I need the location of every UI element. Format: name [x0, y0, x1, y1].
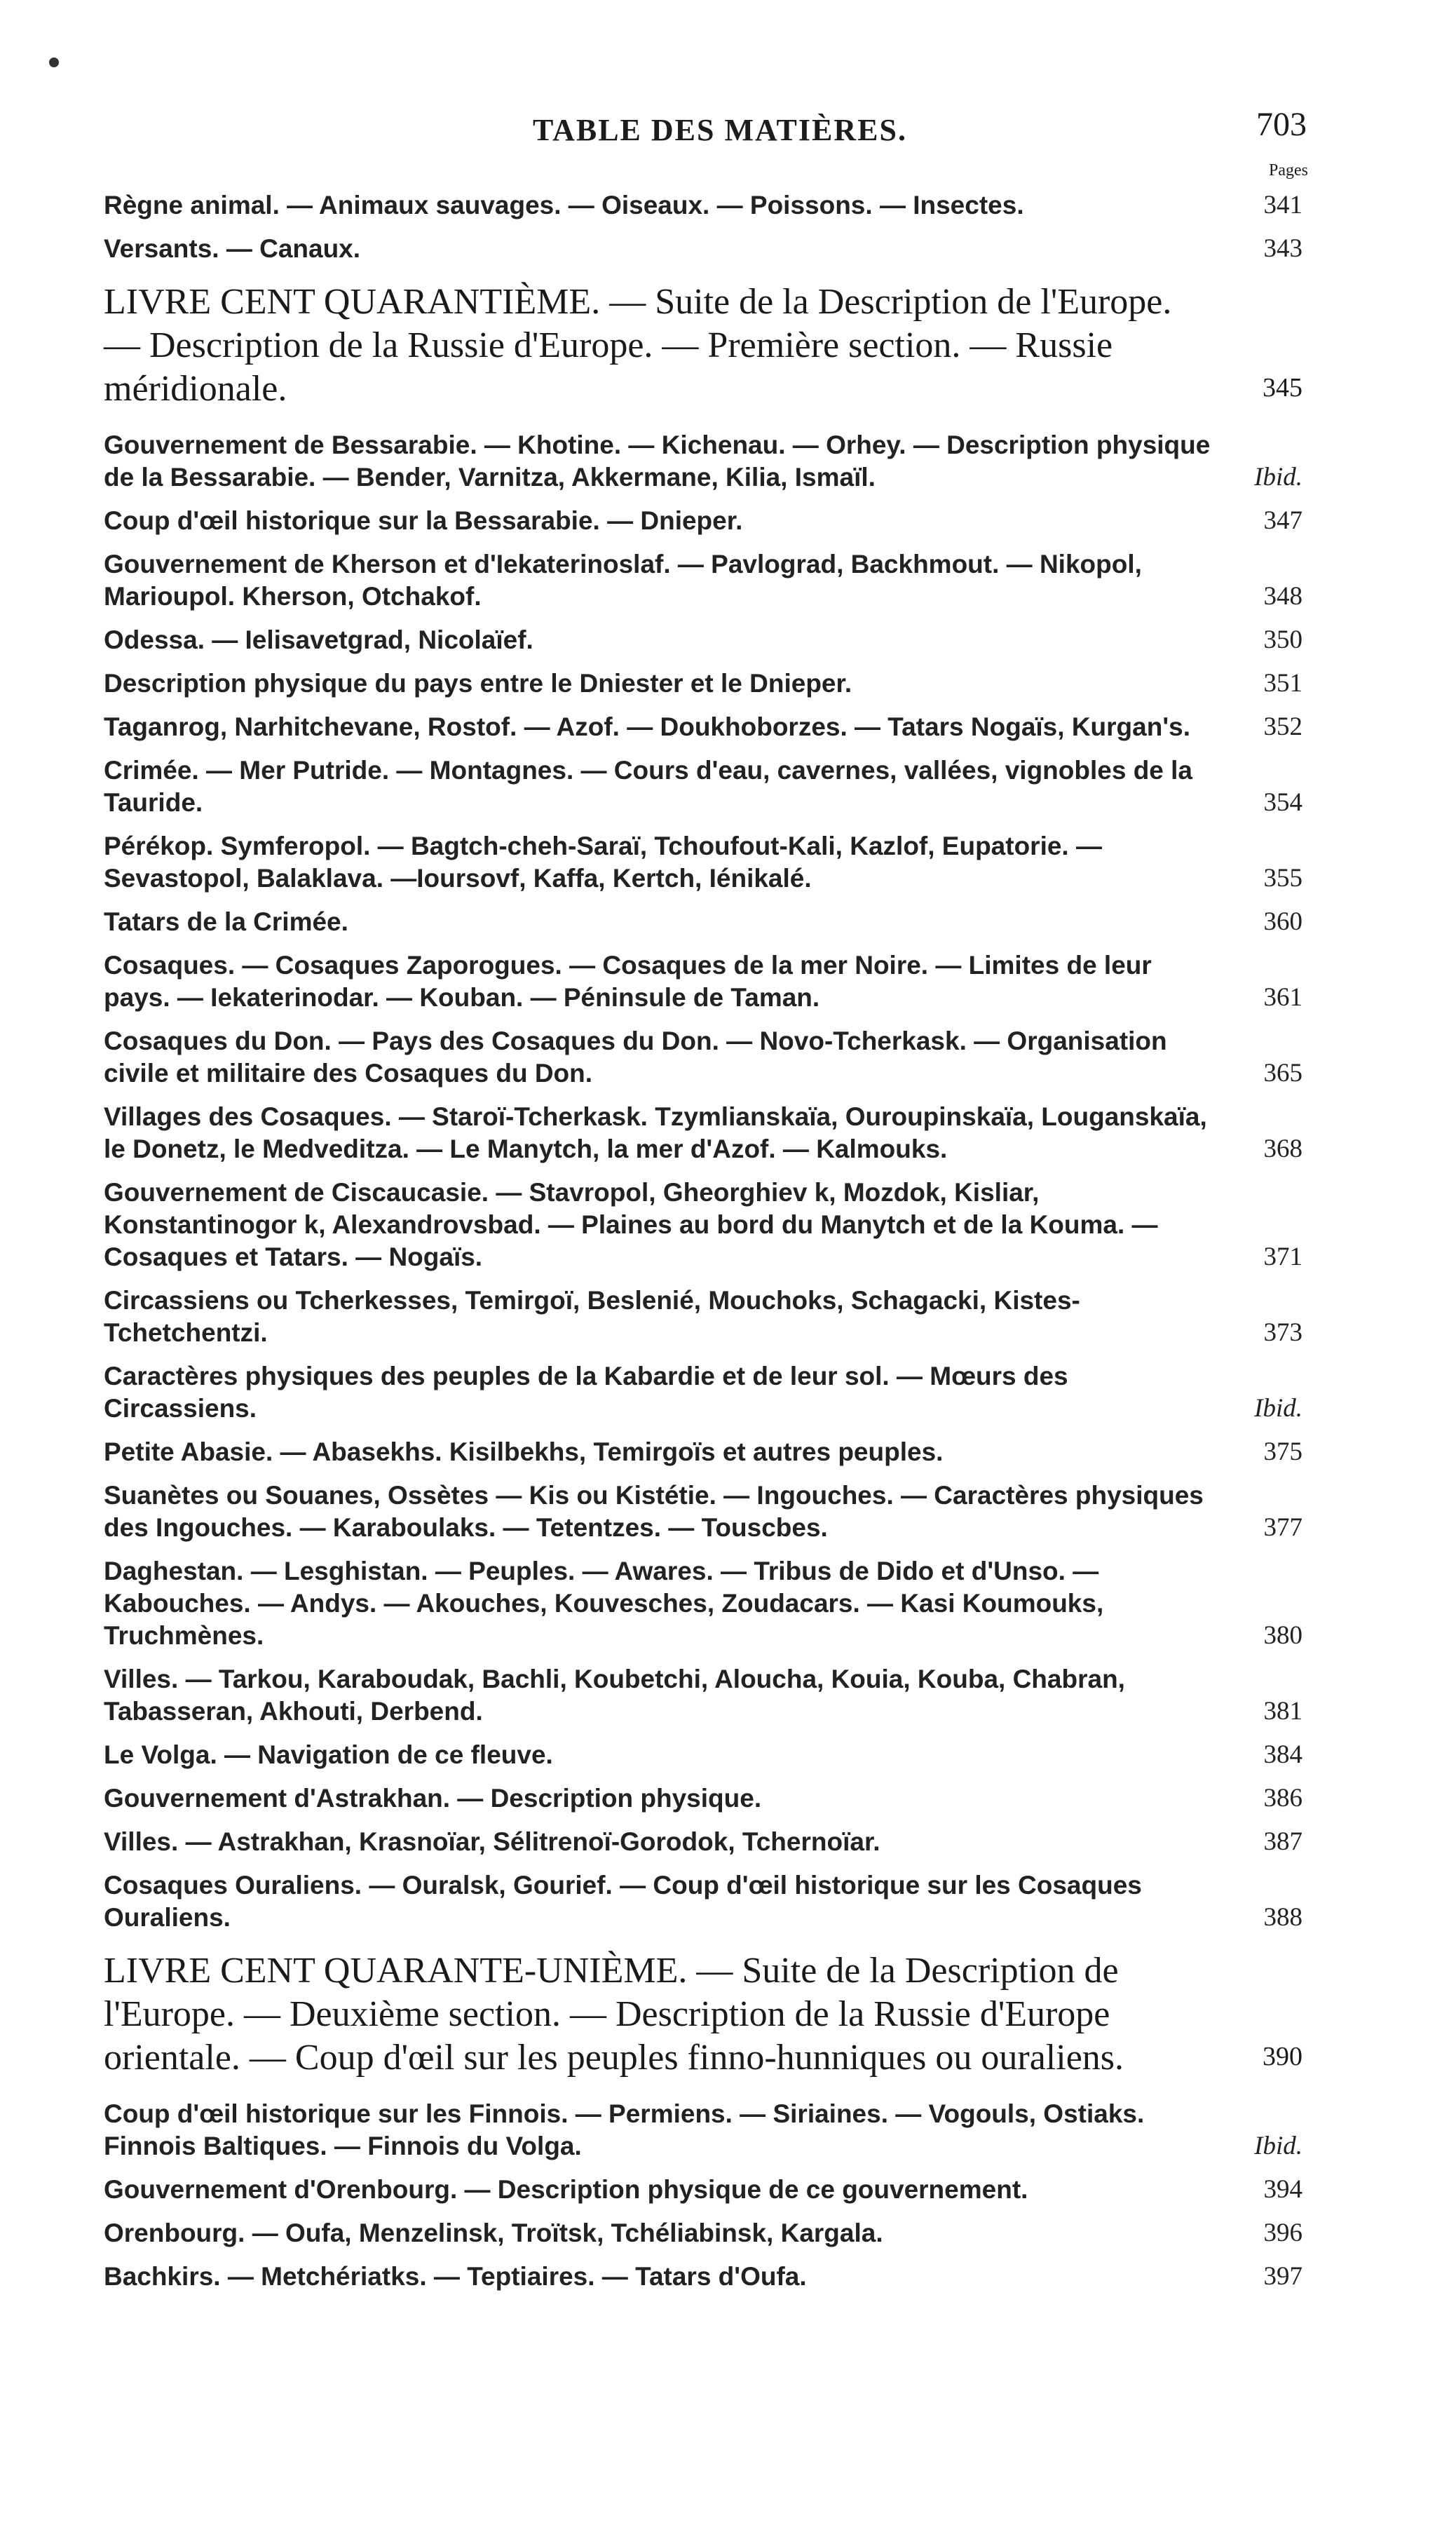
- toc-entry-text: Petite Abasie. — Abasekhs. Kisilbekhs, Temirgoïs et autres peuples.: [104, 1437, 944, 1466]
- toc-entry: [104, 548, 1302, 613]
- toc-entry-text: Suanètes ou Souanes, Ossètes — Kis ou Kistétie. — Ingouches. — Caractères physiques des Ingouches. — Karaboulaks. — Tetentzes. — Touscbes.: [104, 1481, 1204, 1542]
- toc-entry-text: Cosaques. — Cosaques Zaporogues. — Cosaques de la mer Noire. — Limites de leur pays. — Iekaterinodar. — Kouban. — Péninsule de Taman.: [104, 951, 1152, 1012]
- toc-entry: [104, 1663, 1302, 1728]
- toc-entry-text: Gouvernement de Ciscaucasie. — Stavropol, Gheorghiev k, Mozdok, Kisliar, Konstantinogor k, Alexandrovsbad. — Plaines au bord du Manytch et de la Kouma. — Cosaques et Tatars. — Nogaïs.: [104, 1178, 1158, 1271]
- table-of-contents: [104, 189, 1302, 2304]
- toc-entry-page: 384: [1263, 1740, 1302, 1769]
- toc-entry: [104, 2098, 1302, 2162]
- toc-entry: [104, 2217, 1302, 2249]
- toc-entry-text: LIVRE CENT QUARANTE-UNIÈME. — Suite de la Description de l'Europe. — Deuxième section. — Description de la Russie d'Europe orientale. — Coup d'œil sur les peuples finno-hunniques ou ouraliens.: [104, 1951, 1124, 2078]
- toc-entry-page: 394: [1263, 2175, 1302, 2204]
- toc-entry-text: Cosaques Ouraliens. — Ouralsk, Gourief. — Coup d'œil historique sur les Cosaques Ouraliens.: [104, 1871, 1142, 1932]
- toc-entry-text: Coup d'œil historique sur la Bessarabie. — Dnieper.: [104, 506, 743, 535]
- toc-entry-text: Cosaques du Don. — Pays des Cosaques du Don. — Novo-Tcherkask. — Organisation civile et militaire des Cosaques du Don.: [104, 1027, 1167, 1088]
- toc-entry: [104, 2174, 1302, 2206]
- toc-entry-page: 341: [1263, 191, 1302, 219]
- toc-entry-page: 390: [1263, 2042, 1302, 2071]
- toc-entry: [104, 1739, 1302, 1771]
- toc-entry: [104, 1869, 1302, 1934]
- toc-entry-text: Circassiens ou Tcherkesses, Temirgoï, Beslenié, Mouchoks, Schagacki, Kistes-Tchetchentzi.: [104, 1286, 1080, 1347]
- toc-entry-page: 396: [1263, 2219, 1302, 2247]
- book-heading-entry: [104, 280, 1302, 411]
- toc-entry-page: 380: [1263, 1621, 1302, 1650]
- toc-entry-text: Pérékop. Symferopol. — Bagtch-cheh-Saraï, Tchoufout-Kali, Kazlof, Eupatorie. — Sevastopol, Balaklava. —Ioursovf, Kaffa, Kertch, Iénikalé.: [104, 832, 1102, 893]
- toc-entry-page: 360: [1263, 907, 1302, 936]
- toc-entry-text: Crimée. — Mer Putride. — Montagnes. — Cours d'eau, cavernes, vallées, vignobles de la Tauride.: [104, 756, 1193, 817]
- page-number: 703: [1256, 106, 1307, 143]
- toc-entry-text: Odessa. — Ielisavetgrad, Nicolaïef.: [104, 625, 533, 654]
- toc-entry: [104, 2261, 1302, 2293]
- toc-entry: [104, 1782, 1302, 1815]
- toc-entry-text: Description physique du pays entre le Dniester et le Dnieper.: [104, 669, 852, 698]
- toc-entry-text: Le Volga. — Navigation de ce fleuve.: [104, 1740, 553, 1769]
- toc-entry: [104, 1436, 1302, 1468]
- page-header: [0, 0, 1456, 180]
- toc-entry-text: Gouvernement d'Astrakhan. — Description physique.: [104, 1784, 762, 1813]
- toc-entry-page: 377: [1263, 1513, 1302, 1542]
- toc-entry-page: 361: [1263, 983, 1302, 1012]
- toc-entry: [104, 1101, 1302, 1165]
- toc-entry-page: 373: [1263, 1318, 1302, 1347]
- toc-entry-page: 371: [1263, 1243, 1302, 1271]
- toc-entry: [104, 830, 1302, 895]
- toc-entry: [104, 1285, 1302, 1349]
- toc-entry-page: 387: [1263, 1827, 1302, 1856]
- toc-entry-text: Gouvernement de Kherson et d'Iekaterinoslaf. — Pavlograd, Backhmout. — Nikopol, Marioupol. Kherson, Otchakof.: [104, 550, 1142, 611]
- toc-entry-page: 350: [1263, 625, 1302, 654]
- toc-entry-page: 347: [1263, 506, 1302, 535]
- toc-entry-text: Caractères physiques des peuples de la Kabardie et de leur sol. — Mœurs des Circassiens.: [104, 1362, 1068, 1423]
- toc-entry: [104, 505, 1302, 537]
- toc-entry-page: 397: [1263, 2262, 1302, 2291]
- toc-entry-page: Ibid.: [1254, 1394, 1302, 1423]
- toc-entry: [104, 1480, 1302, 1544]
- toc-entry-text: Versants. — Canaux.: [104, 234, 361, 263]
- toc-entry: [104, 429, 1302, 494]
- toc-entry-page: 381: [1263, 1697, 1302, 1726]
- toc-entry-page: 345: [1263, 373, 1302, 402]
- toc-entry-text: Taganrog, Narhitchevane, Rostof. — Azof. — Doukhoborzes. — Tatars Nogaïs, Kurgan's.: [104, 712, 1190, 741]
- toc-entry-page: 354: [1263, 788, 1302, 817]
- toc-entry-text: Villes. — Tarkou, Karaboudak, Bachli, Koubetchi, Aloucha, Kouia, Kouba, Chabran, Tabasseran, Akhouti, Derbend.: [104, 1665, 1125, 1726]
- toc-entry-page: 368: [1263, 1135, 1302, 1163]
- toc-entry-text: Bachkirs. — Metchériatks. — Teptiaires. — Tatars d'Oufa.: [104, 2262, 807, 2291]
- toc-entry-page: 351: [1263, 669, 1302, 698]
- toc-entry: [104, 711, 1302, 743]
- toc-entry-page: 375: [1263, 1437, 1302, 1466]
- toc-entry: [104, 754, 1302, 819]
- toc-entry: [104, 949, 1302, 1014]
- toc-entry: [104, 906, 1302, 938]
- toc-entry-page: 352: [1263, 712, 1302, 741]
- toc-entry-text: Villes. — Astrakhan, Krasnoïar, Sélitrenoï-Gorodok, Tchernoïar.: [104, 1827, 880, 1856]
- toc-entry: [104, 233, 1302, 265]
- toc-entry-text: Tatars de la Crimée.: [104, 907, 348, 936]
- toc-entry: [104, 624, 1302, 656]
- toc-entry-text: Daghestan. — Lesghistan. — Peuples. — Awares. — Tribus de Dido et d'Unso. — Kabouches. — Andys. — Akouches, Kouvesches, Zoudacars. — Kasi Koumouks, Truchmènes.: [104, 1557, 1104, 1650]
- toc-entry-text: LIVRE CENT QUARANTIÈME. — Suite de la Description de l'Europe. — Description de la Russie d'Europe. — Première section. — Russie méridionale.: [104, 282, 1172, 409]
- toc-entry-page: 386: [1263, 1784, 1302, 1813]
- toc-entry-page: 348: [1263, 582, 1302, 611]
- toc-entry-page: 365: [1263, 1059, 1302, 1088]
- book-heading-entry: [104, 1949, 1302, 2080]
- toc-entry-text: Orenbourg. — Oufa, Menzelinsk, Troïtsk, Tchéliabinsk, Kargala.: [104, 2219, 883, 2247]
- toc-entry: [104, 1177, 1302, 1273]
- toc-entry-text: Villages des Cosaques. — Staroï-Tcherkask. Tzymlianskaïa, Ouroupinskaïa, Louganskaïa, le Donetz, le Medveditza. — Le Manytch, la mer d'Azof. — Kalmouks.: [104, 1102, 1207, 1163]
- toc-entry: [104, 189, 1302, 222]
- toc-entry: [104, 1025, 1302, 1090]
- pages-column-label: Pages: [1269, 161, 1308, 180]
- toc-entry: [104, 1360, 1302, 1425]
- toc-entry-page: Ibid.: [1254, 2132, 1302, 2160]
- toc-entry-page: 343: [1263, 234, 1302, 263]
- toc-entry-page: 388: [1263, 1903, 1302, 1932]
- toc-entry: [104, 1555, 1302, 1652]
- toc-entry-text: Règne animal. — Animaux sauvages. — Oiseaux. — Poissons. — Insectes.: [104, 191, 1024, 219]
- toc-entry-text: Gouvernement de Bessarabie. — Khotine. — Kichenau. — Orhey. — Description physique de la Bessarabie. — Bender, Varnitza, Akkermane, Kilia, Ismaïl.: [104, 431, 1211, 492]
- toc-entry-text: Gouvernement d'Orenbourg. — Description physique de ce gouvernement.: [104, 2175, 1028, 2204]
- ink-speck: [49, 57, 59, 67]
- toc-entry-page: Ibid.: [1254, 463, 1302, 492]
- running-title: TABLE DES MATIÈRES.: [533, 113, 907, 147]
- toc-entry-text: Coup d'œil historique sur les Finnois. — Permiens. — Siriaines. — Vogouls, Ostiaks. Finnois Baltiques. — Finnois du Volga.: [104, 2099, 1145, 2160]
- toc-entry: [104, 668, 1302, 700]
- toc-entry: [104, 1826, 1302, 1858]
- toc-entry-page: 355: [1263, 864, 1302, 893]
